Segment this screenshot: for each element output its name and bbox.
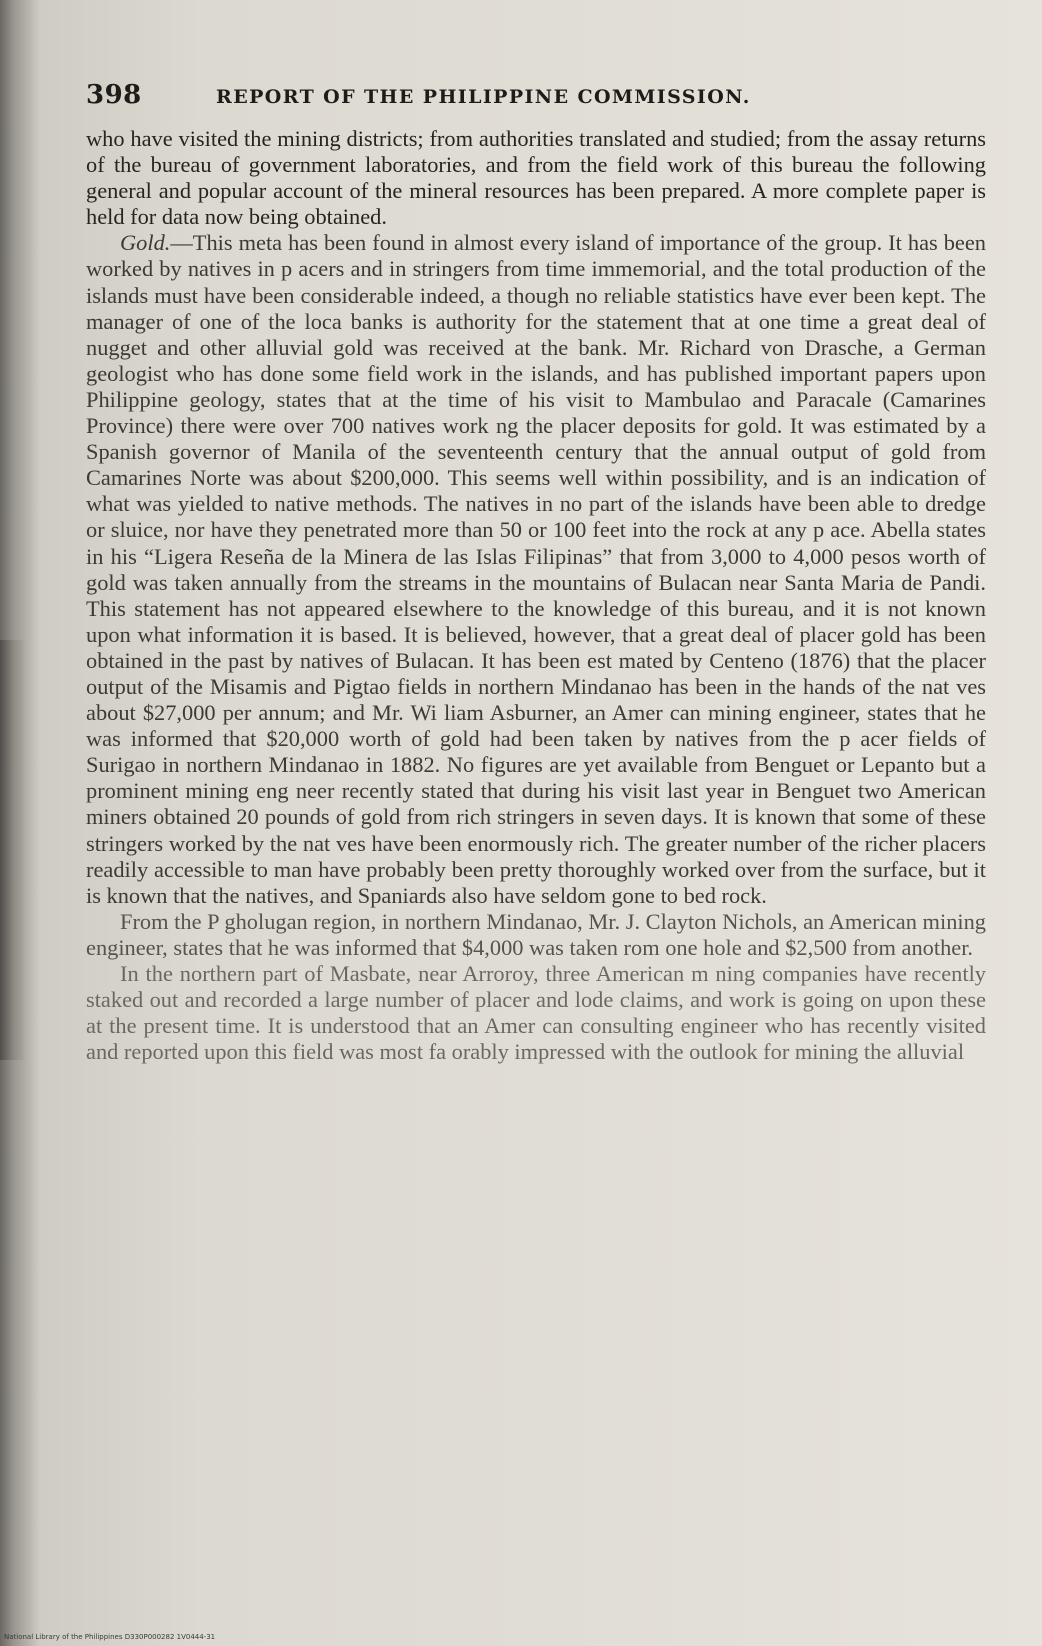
paragraph-text: In the northern part of Masbate, near Arroroy, three American m ning companies have recently staked out and recorded a large number of placer and lode claims, and work is going on upon these at the present time. It is understood that an Amer can consulting engineer who has recently visited and reported upon this field was most fa orably impressed with the outlook for mining the alluvial [86,961,986,1065]
page-header [86,80,986,114]
scan-credit: National Library of the Philippines D330P000282 1V0444-31 [4,1633,216,1641]
page-number: 398 [86,80,142,110]
section-lead-gold: Gold. [120,230,171,256]
paragraph-text: —This meta has been found in almost every island of importance of the group. It has been worked by natives in p acers and in stringers from time immemorial, and the total production of the islands must have been considerable indeed, a though no reliable statistics have ever been kept. The manager of one of the loca banks is authority for the statement that at one time a great deal of nugget and other alluvial gold was received at the bank. Mr. Richard von Drasche, a German geologist who has done some field work in the islands, and has published important papers upon Philippine geology, states that at the time of his visit to Mambulao and Paracale (Camarines Province) there were over 700 natives work ng the placer deposits for gold. It was estimated by a Spanish governor of Manila of the seventeenth century that the annual output of gold from Camarines Norte was about $200,000. This seems well within possibility, and is an indication of what was yielded to native methods. The natives in no part of the islands have been able to dredge or sluice, nor have they penetrated more than 50 or 100 feet into the rock at any p ace. Abella states in his “Ligera Reseña de la Minera de las Islas Filipinas” that from 3,000 to 4,000 pesos worth of gold was taken annually from the streams in the mountains of Bulacan near Santa Maria de Pandi. This statement has not appeared elsewhere to the knowledge of this bureau, and it is not known upon what information it is based. It is believed, however, that a great deal of placer gold has been obtained in the past by natives of Bulacan. It has been est mated by Centeno (1876) that the placer output of the Misamis and Pigtao fields in northern Mindanao has been in the hands of the nat ves about $27,000 per annum; and Mr. Wi liam Asburner, an Amer can mining engineer, states that he was informed that $20,000 worth of gold had been taken by natives from the p acer fields of Surigao in northern Mindanao in 1882. No figures are yet available from Benguet or Lepanto but a prominent mining eng neer recently stated that during his visit last year in Benguet two American miners obtained 20 pounds of gold from rich stringers in seven days. It is known that some of these stringers worked by the nat ves have been enormously rich. The greater number of the richer placers readily accessible to man have probably been pretty thoroughly worked over from the surface, but it is known that the natives, and Spaniards also have seldom gone to bed rock. [86,230,986,908]
paragraph-text: who have visited the mining districts; from authorities translated and studied; from the assay returns of the bureau of government laboratories, and from the field work of this bureau the following general and popular account of the mineral resources has been prepared. A more complete paper is held for data now being obtained. [86,126,986,230]
paragraph-masbate [86,961,986,1065]
paragraph-pigholugan [86,909,986,961]
paragraph-text: From the P gholugan region, in northern Mindanao, Mr. J. Clayton Nichols, an American mining engineer, states that he was informed that $4,000 was taken rom one hole and $2,500 from another. [86,908,986,960]
body-text [86,126,986,1065]
paragraph-gold [86,230,986,908]
document-page [86,80,986,1065]
paragraph-intro [86,126,986,230]
running-head: REPORT OF THE PHILIPPINE COMMISSION. [216,86,751,108]
binding-shadow [0,640,26,1060]
